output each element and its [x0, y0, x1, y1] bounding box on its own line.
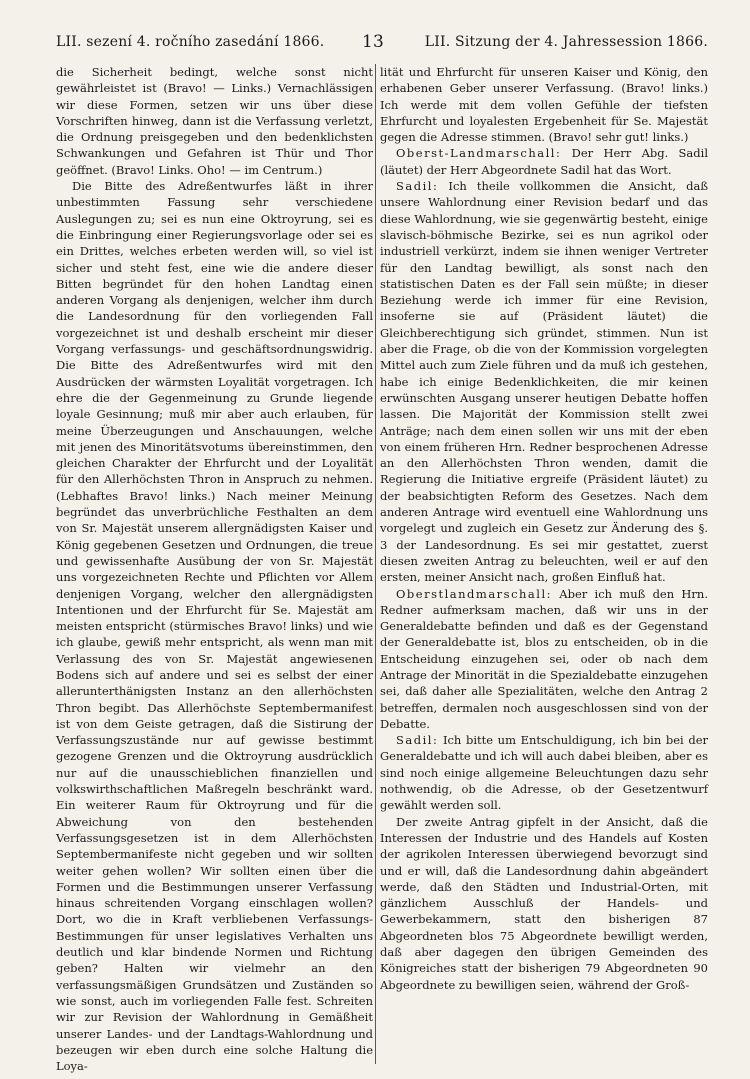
- speaker-name: Oberstlandmarschall:: [396, 586, 553, 601]
- paragraph: Die Bitte des Adreßentwurfes läßt in ihrer unbestimmten Fassung sehr verschiedene Auslegungen zu; sei es nun eine Oktroyrung, sei es die Einbringung einer Regierungsvorlage oder sei es ein Drittes, welches erbeten werden will, so viel ist sicher und steht fest, eine wie die andere dieser Bitten begründet für den hohen Landtag einen anderen Vorgang als denjenigen, welcher ihm durch die Landesordnung für den vorliegenden Fall vorgezeichnet ist und deshalb erscheint mir dieser Vorgang verfassungs- und geschäftsordnungswidrig. Die Bitte des Adreßentwurfes wird mit den Ausdrücken der wärmsten Loyalität vorgetragen. Ich ehre die der Gegenmeinung zu Grunde liegende loyale Gesinnung; muß mir aber auch erlauben, für meine Überzeugungen und Anschauungen, welche mit jenen des Minoritätsvotums übereinstimmen, den gleichen Charakter der Ehrfurcht und der Loyalität für den Allerhöchsten Thron in Anspruch zu nehmen. (Lebhaftes Bravo! links.) Nach meiner Meinung begründet das unverbrüchliche Festhalten an dem von Sr. Majestät unserem allergnädigsten Kaiser und König gegebenen Gesetzen und Ordnungen, die treue und gewissenhafte Ausübung der von Sr. Majestät uns vorgezeichneten Rechte und Pflichten vor Allem denjenigen Vorgang, welcher den allergnädigsten Intentionen und der Ehrfurcht für Se. Majestät am meisten entspricht (stürmisches Bravo! links) und wie ich glaube, gewiß mehr entspricht, als wenn man mit Verlassung des von Sr. Majestät angewiesenen Bodens sich auf andere und sei es selbst der einer allerunterthänigsten Instanz an den allerhöchsten Thron begibt. Das Allerhöchste Septembermanifest ist von dem Geiste getragen, daß die Sistirung der Verfassungszustände nur auf gewisse bestimmt gezogene Grenzen und die Oktroyrung ausdrücklich nur auf die unausschieblichen finanziellen und volkswirthschaftlichen Maßregeln beschränkt ward. Ein weiterer Raum für Oktroyrung und für die Abweichung von den bestehenden Verfassungsgesetzen ist in dem Allerhöchsten Septembermanifeste nicht gegeben und wir sollten weiter gehen wollen? Wir sollten einen über die Formen und die Bestimmungen unserer Verfassung hinaus schreitenden Vorgang einschlagen wollen? Dort, wo die in Kraft verbliebenen Verfassungs-Bestimmungen für unser legislatives Verhalten uns deutlich und klar bindende Normen und Richtung geben? Halten wir vielmehr an den verfassungsmäßigen Grundsätzen und Zuständen so wie sonst, auch im vorliegenden Falle fest. Schreiten wir zur Revision der Wahlordnung in Gemäßheit unserer Landes- und der Landtags-Wahlordnung und bezeugen wir eben durch eine solche Haltung die Loya-: [56, 179, 373, 1074]
- paragraph: [380, 145, 708, 178]
- paragraph-text: Aber ich muß den Hrn. Redner aufmerksam machen, daß wir uns in der Generaldebatte befinden und daß es der Gegenstand der Generaldebatte ist, blos zu entscheiden, ob in die Entscheidung einzugehen sei, oder ob nach dem Antrage der Minorität in die Spezialdebatte einzugehen sei, daß daher alle Spezialitäten, welche den Antrag 2 betreffen, dermalen noch ausgeschlossen sind von der Debatte.: [380, 586, 708, 731]
- paragraph: [380, 64, 708, 145]
- column-divider: [375, 64, 376, 1064]
- paragraph: [380, 732, 708, 813]
- paragraph: die Sicherheit bedingt, welche sonst nicht gewährleistet ist (Bravo! — Links.) Vernachlässigen wir diese Formen, setzen wir uns über diese Vorschriften hinweg, dann ist die Verfassung verletzt, die Ordnung preisgegeben und den bedenklichsten Schwankungen und Gefahren ist Thür und Thor geöffnet. (Bravo! Links. Oho! — im Centrum.): [56, 65, 373, 177]
- speaker-name: Sadil:: [396, 733, 439, 748]
- left-column: [56, 64, 373, 1074]
- speaker-name: Oberst-Landmarschall:: [396, 146, 562, 161]
- paragraph-text: lität und Ehrfurcht für unseren Kaiser und König, den erhabenen Geber unserer Verfassung. (Bravo! links.) Ich werde mit dem vollen Gefühle der tiefsten Ehrfurcht und loyalesten Ergebenheit für Se. Majestät gegen die Adresse stimmen. (Bravo! sehr gut! links.): [380, 65, 708, 145]
- paragraph: [380, 814, 708, 993]
- header-czech: LII. sezení 4. ročního zasedání 1866.: [56, 34, 325, 50]
- speaker-name: Sadil:: [396, 179, 439, 194]
- page-number: 13: [362, 32, 385, 52]
- page-header: [56, 34, 708, 56]
- paragraph-text: Der Herr Abg. Sadil (läutet) der Herr Abgeordnete Sadil hat das Wort.: [380, 146, 708, 177]
- header-german: LII. Sitzung der 4. Jahressession 1866.: [424, 34, 708, 50]
- paragraph-text: Ich theile vollkommen die Ansicht, daß unsere Wahlordnung einer Revision bedarf und das diese Wahlordnung, wie sie gegenwärtig besteht, einige slavisch-böhmische Bezirke, sei es nun agrikol oder industriell verkürzt, indem sie ihnen weniger Vertreter für den Landtag bewilligt, als sonst nach den statistischen Daten es der Fall sein müßte; in dieser Beziehung werde ich immer für eine Revision, insoferne sie auf (Präsident läutet) die Gleichberechtigung sich gründet, stimmen. Nun ist aber die Frage, ob die von der Kommission vorgelegten Mittel auch zum Ziele führen und da muß ich gestehen, habe ich einige Bedenklichkeiten, die mir keinen erwünschten Ausgang unserer heutigen Debatte hoffen lassen. Die Majorität der Kommission stellt zwei Anträge; nach dem einen sollen wir uns mit der eben von einem früheren Hrn. Redner besprochenen Adresse an den Allerhöchsten Thron wenden, damit die Regierung die Initiative ergreife (Präsident läutet) zu der beabsichtigten Reform des Gesetzes. Nach dem anderen Antrage wird eventuell eine Wahlordnung uns vorgelegt und zugleich ein Gesetz zur Änderung des §. 3 der Landesordnung. Es sei mir gestattet, zuerst diesen zweiten Antrag zu beleuchten, weil er auf den ersten, meiner Ansicht nach, großen Einfluß hat.: [380, 179, 709, 585]
- paragraph-text: Der zweite Antrag gipfelt in der Ansicht, daß die Interessen der Industrie und des Handels auf Kosten der agrikolen Interessen überwiegend bevorzugt sind und er will, daß die Landesordnung dahin abgeändert werde, daß den Städten und Industrial-Orten, mit gänzlichem Ausschluß der Handels- und Gewerbekammern, statt den bisherigen 87 Abgeordneten blos 75 Abgeordnete bewilligt werden, daß aber dagegen den übrigen Gemeinden des Königreiches statt der bisherigen 79 Abgeordneten 90 Abgeordnete zu bewilligen seien, während der Groß-: [380, 814, 708, 992]
- right-column: [380, 64, 708, 1064]
- paragraph: [380, 178, 708, 585]
- paragraph: [380, 586, 708, 733]
- paragraph-text: Ich bitte um Entschuldigung, ich bin bei der Generaldebatte und ich will auch dabei bleiben, aber es sind noch einige allgemeine Beleuchtungen dazu sehr nothwendig, ob die Adresse, ob der Gesetzentwurf gewählt werden soll.: [380, 733, 708, 813]
